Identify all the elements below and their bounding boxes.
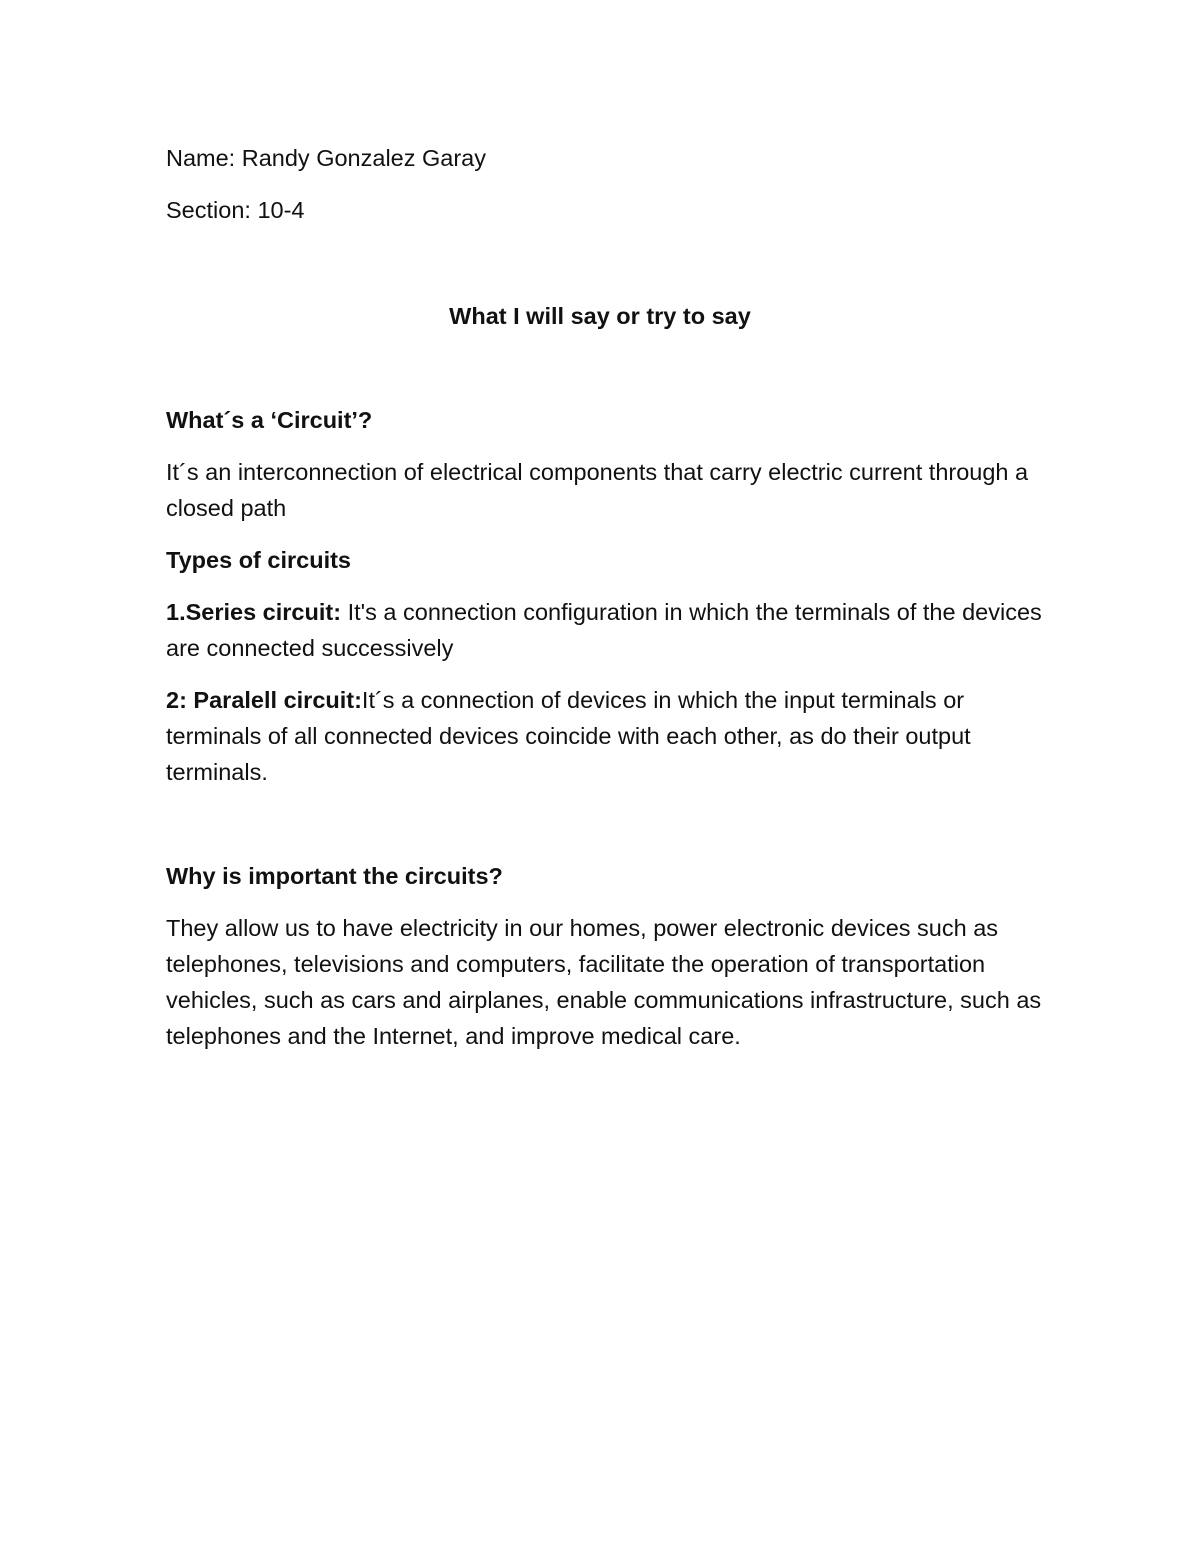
circuit-question-heading: What´s a ‘Circuit’? <box>166 407 373 433</box>
parallel-circuit-text: It´s a connection of devices in which the input terminals or terminals of all connected devices coincide with each other, as do their output terminals. <box>166 687 971 785</box>
types-heading: Types of circuits <box>166 547 352 573</box>
document-body <box>166 140 1046 1070</box>
series-circuit-text: It's a connection configuration in which the terminals of the devices are connected successively <box>166 599 1042 661</box>
parallel-circuit-label: 2: Paralell circuit: <box>166 687 362 713</box>
circuit-definition: It´s an interconnection of electrical components that carry electric current through a closed path <box>166 459 1029 521</box>
document-title: What I will say or try to say <box>449 303 751 329</box>
series-circuit-item <box>166 594 1046 666</box>
importance-question-heading: Why is important the circuits? <box>166 863 503 889</box>
parallel-circuit-item <box>166 682 1046 790</box>
series-circuit-label: 1.Series circuit: <box>166 599 342 625</box>
student-name: Name: Randy Gonzalez Garay <box>166 145 487 171</box>
importance-answer: They allow us to have electricity in our homes, power electronic devices such as telephones, televisions and computers, facilitate the operation of transportation vehicles, such as cars and airplanes, enable communications infrastructure, such as telephones and the Internet, and improve medical care. <box>166 915 1042 1049</box>
section-number: Section: 10-4 <box>166 197 305 223</box>
